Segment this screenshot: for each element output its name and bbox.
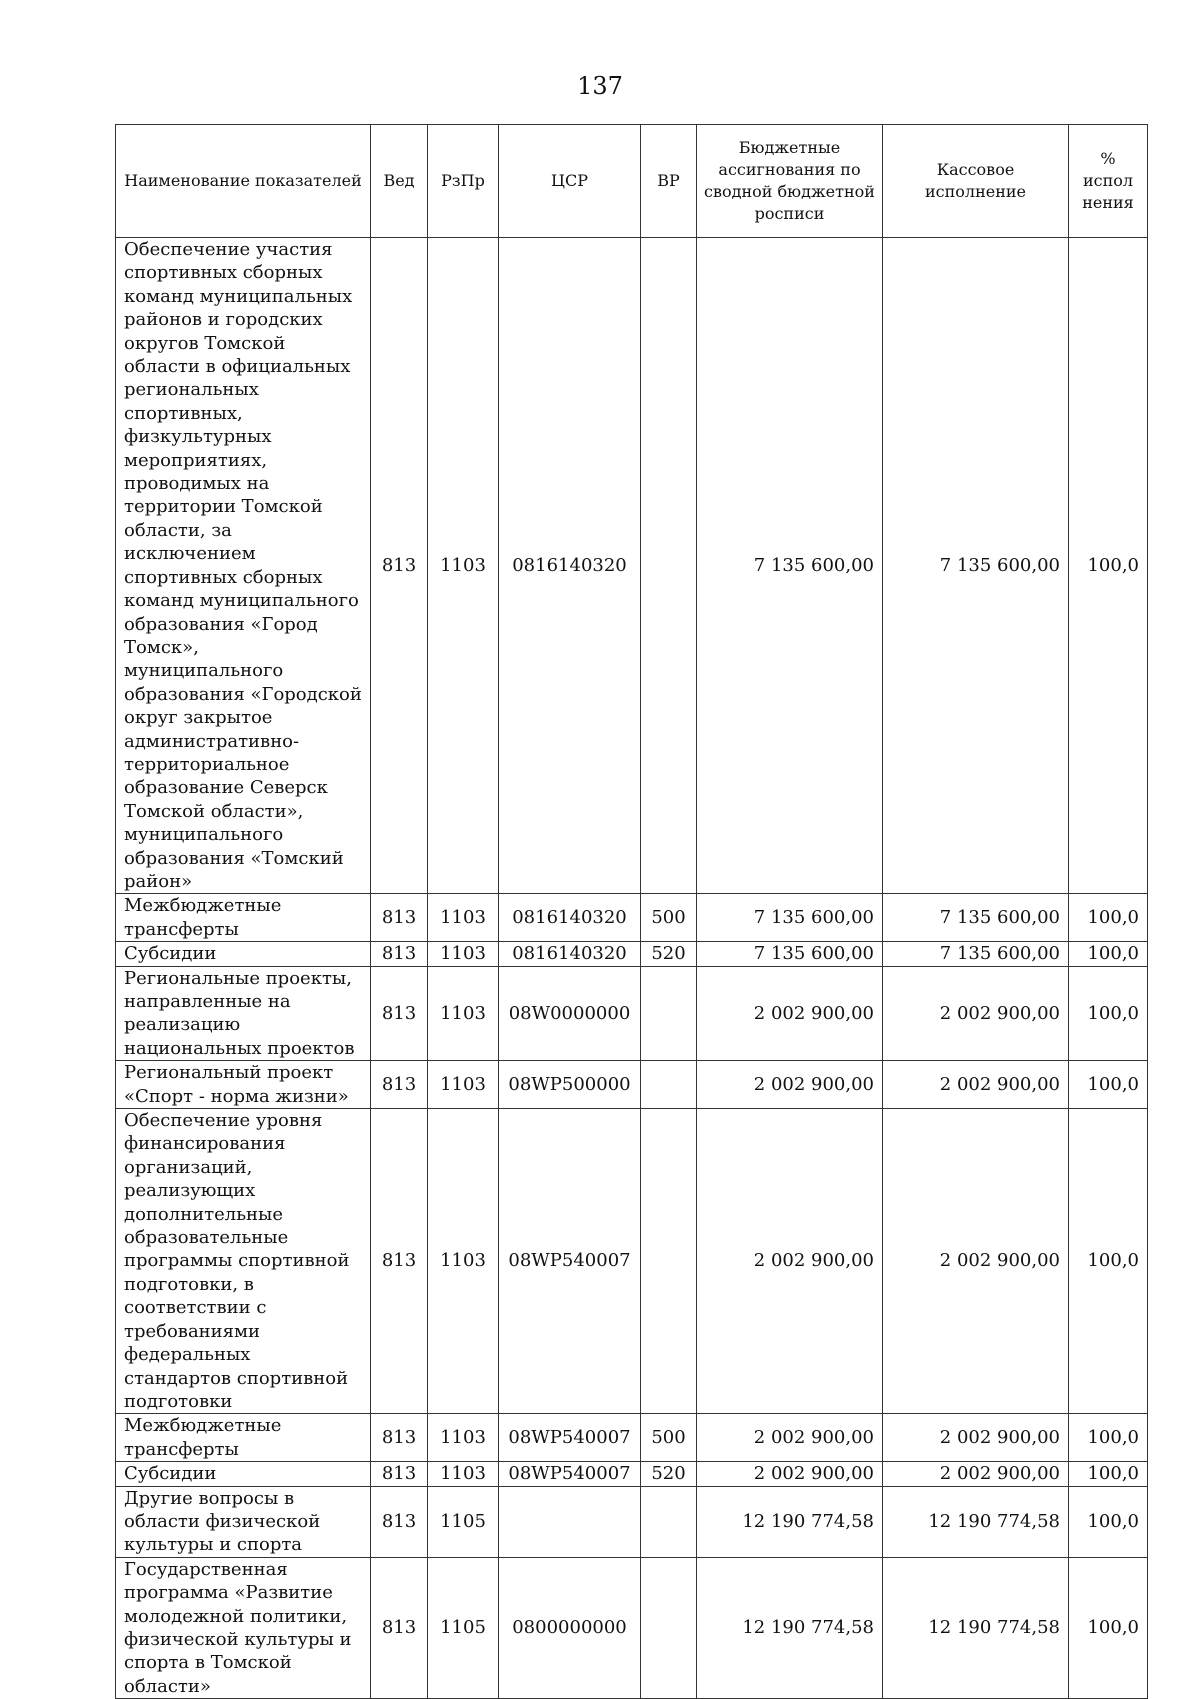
rzpr-cell: 1105 <box>428 1557 499 1698</box>
budget-cell: 2 002 900,00 <box>697 966 883 1061</box>
budget-cell: 2 002 900,00 <box>697 1414 883 1462</box>
ved-cell: 813 <box>371 1414 428 1462</box>
row-name-cell: Другие вопросы в области физической культуры и спорта <box>116 1486 371 1557</box>
budget-cell: 7 135 600,00 <box>697 238 883 894</box>
table-row <box>116 1486 1148 1557</box>
percent-cell: 100,0 <box>1069 1109 1148 1414</box>
cash-cell: 2 002 900,00 <box>883 1061 1069 1109</box>
budget-cell: 7 135 600,00 <box>697 942 883 966</box>
percent-cell: 100,0 <box>1069 1462 1148 1486</box>
percent-cell: 100,0 <box>1069 1061 1148 1109</box>
column-header: Наименование показателей <box>116 125 371 238</box>
csr-cell: 0816140320 <box>499 894 641 942</box>
vr-cell <box>641 238 697 894</box>
budget-cell: 12 190 774,58 <box>697 1486 883 1557</box>
table-row <box>116 942 1148 966</box>
ved-cell: 813 <box>371 1557 428 1698</box>
vr-cell <box>641 1486 697 1557</box>
csr-cell: 08WP500000 <box>499 1061 641 1109</box>
page-number: 137 <box>577 72 623 100</box>
cash-cell: 7 135 600,00 <box>883 942 1069 966</box>
rzpr-cell: 1103 <box>428 966 499 1061</box>
cash-cell: 12 190 774,58 <box>883 1557 1069 1698</box>
percent-cell: 100,0 <box>1069 966 1148 1061</box>
column-header: ЦСР <box>499 125 641 238</box>
rzpr-cell: 1103 <box>428 1061 499 1109</box>
row-name-cell: Субсидии <box>116 1462 371 1486</box>
row-name-cell: Обеспечение участия спортивных сборных команд муниципальных районов и городских округов Томской области в официальных региональных спортивных, физкультурных мероприятиях, проводимых на территории Томской области, за исключением спортивных сборных команд муниципального образования «Город Томск», муниципального образования «Городской округ закрытое административно-территориальное образование Северск Томской области», муниципального образования «Томский район» <box>116 238 371 894</box>
ved-cell: 813 <box>371 238 428 894</box>
budget-cell: 2 002 900,00 <box>697 1109 883 1414</box>
table-row <box>116 1462 1148 1486</box>
vr-cell: 500 <box>641 1414 697 1462</box>
cash-cell: 7 135 600,00 <box>883 238 1069 894</box>
rzpr-cell: 1103 <box>428 1462 499 1486</box>
budget-cell: 7 135 600,00 <box>697 894 883 942</box>
cash-cell: 2 002 900,00 <box>883 1109 1069 1414</box>
csr-cell <box>499 1486 641 1557</box>
csr-cell: 08W0000000 <box>499 966 641 1061</box>
budget-execution-table <box>115 124 1148 1699</box>
column-header: ВР <box>641 125 697 238</box>
rzpr-cell: 1103 <box>428 942 499 966</box>
row-name-cell: Обеспечение уровня финансирования организаций, реализующих дополнительные образовательные программы спортивной подготовки, в соответствии с требованиями федеральных стандартов спортивной подготовки <box>116 1109 371 1414</box>
table-row <box>116 1109 1148 1414</box>
column-header: РзПр <box>428 125 499 238</box>
cash-cell: 2 002 900,00 <box>883 966 1069 1061</box>
table-row <box>116 1557 1148 1698</box>
row-name-cell: Межбюджетные трансферты <box>116 894 371 942</box>
csr-cell: 0816140320 <box>499 942 641 966</box>
rzpr-cell: 1103 <box>428 238 499 894</box>
cash-cell: 2 002 900,00 <box>883 1462 1069 1486</box>
row-name-cell: Государственная программа «Развитие молодежной политики, физической культуры и спорта в Томской области» <box>116 1557 371 1698</box>
vr-cell <box>641 966 697 1061</box>
table-row <box>116 894 1148 942</box>
budget-cell: 2 002 900,00 <box>697 1462 883 1486</box>
percent-cell: 100,0 <box>1069 1557 1148 1698</box>
table-row <box>116 966 1148 1061</box>
cash-cell: 2 002 900,00 <box>883 1414 1069 1462</box>
vr-cell <box>641 1109 697 1414</box>
vr-cell: 500 <box>641 894 697 942</box>
ved-cell: 813 <box>371 966 428 1061</box>
csr-cell: 08WP540007 <box>499 1462 641 1486</box>
vr-cell <box>641 1061 697 1109</box>
vr-cell <box>641 1557 697 1698</box>
table-row <box>116 1414 1148 1462</box>
row-name-cell: Региональный проект «Спорт - норма жизни» <box>116 1061 371 1109</box>
row-name-cell: Субсидии <box>116 942 371 966</box>
csr-cell: 08WP540007 <box>499 1109 641 1414</box>
csr-cell: 08WP540007 <box>499 1414 641 1462</box>
rzpr-cell: 1103 <box>428 1109 499 1414</box>
column-header: Бюджетные ассигнования по сводной бюджетной росписи <box>697 125 883 238</box>
ved-cell: 813 <box>371 1462 428 1486</box>
cash-cell: 12 190 774,58 <box>883 1486 1069 1557</box>
row-name-cell: Региональные проекты, направленные на реализацию национальных проектов <box>116 966 371 1061</box>
csr-cell: 0816140320 <box>499 238 641 894</box>
row-name-cell: Межбюджетные трансферты <box>116 1414 371 1462</box>
percent-cell: 100,0 <box>1069 238 1148 894</box>
ved-cell: 813 <box>371 942 428 966</box>
table-header-row <box>116 125 1148 238</box>
rzpr-cell: 1105 <box>428 1486 499 1557</box>
csr-cell: 0800000000 <box>499 1557 641 1698</box>
table-row <box>116 1061 1148 1109</box>
rzpr-cell: 1103 <box>428 1414 499 1462</box>
ved-cell: 813 <box>371 1486 428 1557</box>
cash-cell: 7 135 600,00 <box>883 894 1069 942</box>
budget-cell: 2 002 900,00 <box>697 1061 883 1109</box>
ved-cell: 813 <box>371 894 428 942</box>
vr-cell: 520 <box>641 942 697 966</box>
ved-cell: 813 <box>371 1061 428 1109</box>
percent-cell: 100,0 <box>1069 1486 1148 1557</box>
column-header: % испол нения <box>1069 125 1148 238</box>
table-row <box>116 238 1148 894</box>
column-header: Кассовое исполнение <box>883 125 1069 238</box>
percent-cell: 100,0 <box>1069 942 1148 966</box>
rzpr-cell: 1103 <box>428 894 499 942</box>
column-header: Вед <box>371 125 428 238</box>
percent-cell: 100,0 <box>1069 1414 1148 1462</box>
ved-cell: 813 <box>371 1109 428 1414</box>
percent-cell: 100,0 <box>1069 894 1148 942</box>
vr-cell: 520 <box>641 1462 697 1486</box>
budget-cell: 12 190 774,58 <box>697 1557 883 1698</box>
